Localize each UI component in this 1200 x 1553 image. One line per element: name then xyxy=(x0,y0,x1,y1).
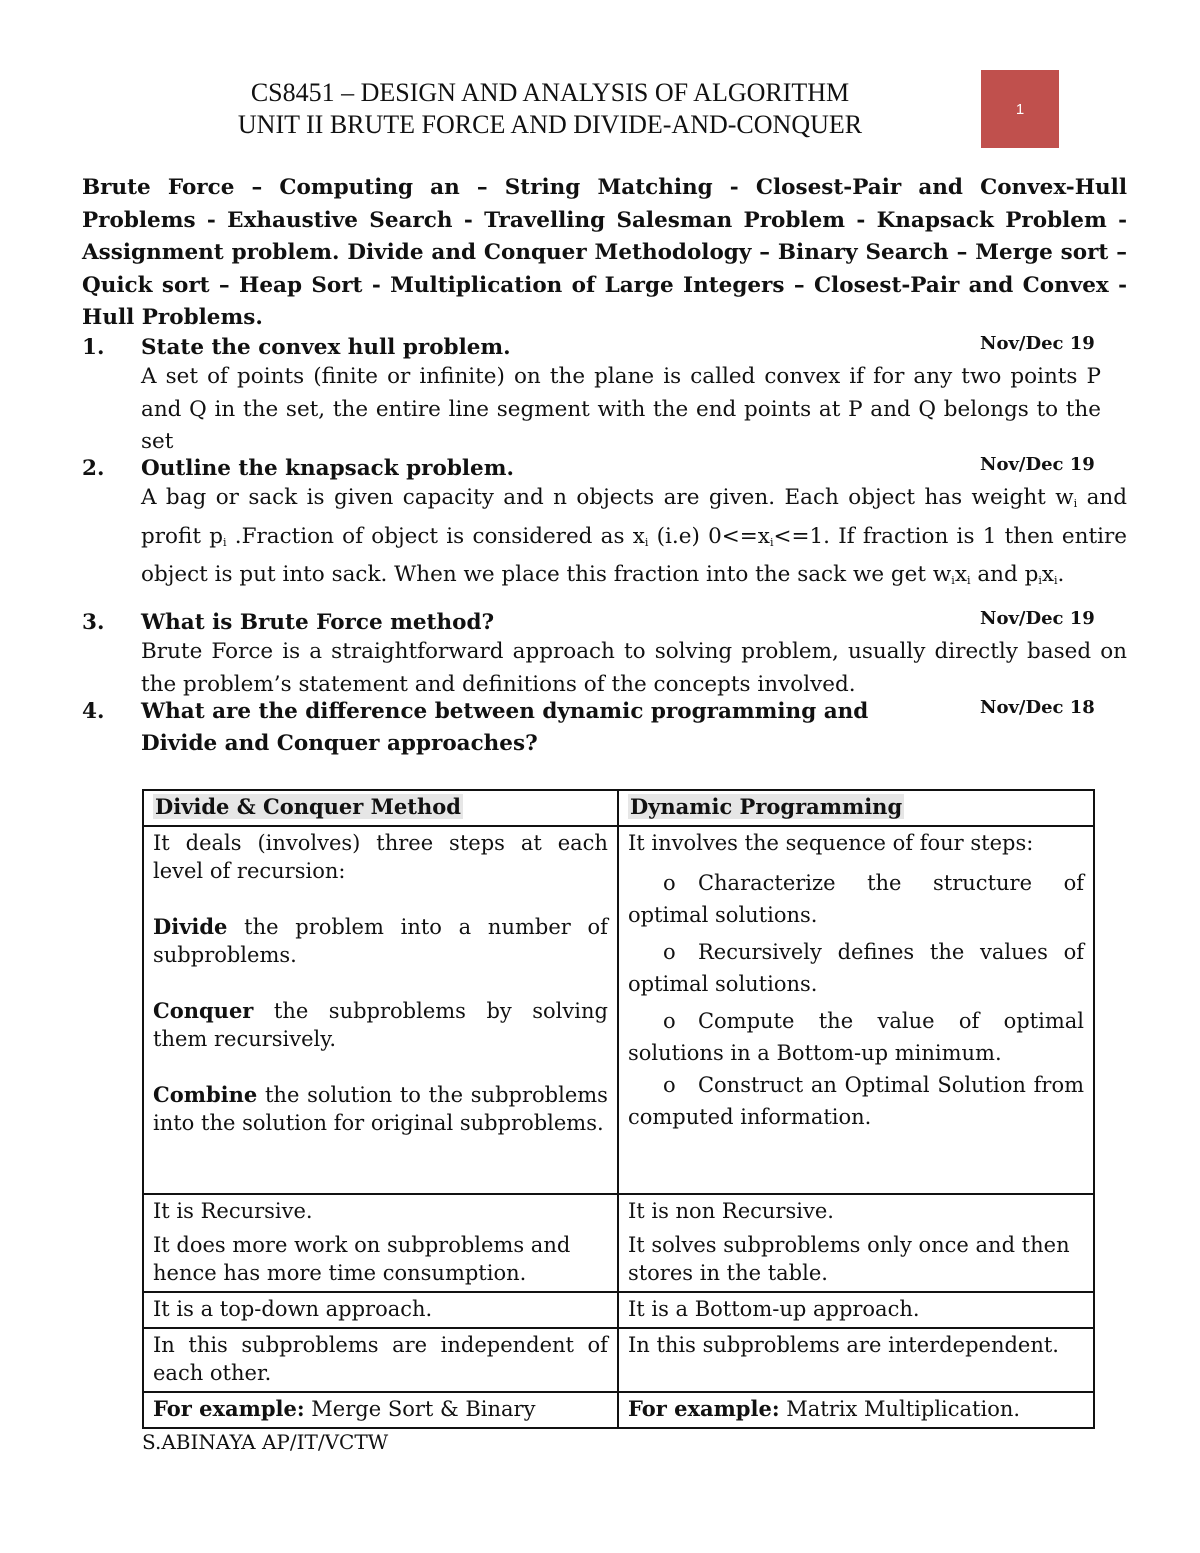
header-title-line1: CS8451 – DESIGN AND ANALYSIS OF ALGORITHM xyxy=(250,78,850,107)
table-cell: In this subproblems are independent of each other. xyxy=(143,1328,618,1392)
question-3-date: Nov/Dec 19 xyxy=(980,608,1095,629)
table-cell: It does more work on subproblems and hence has more time consumption. xyxy=(143,1229,618,1292)
table-row xyxy=(143,1229,1094,1292)
table-row xyxy=(143,1392,1094,1428)
table-row xyxy=(143,1292,1094,1328)
question-3-number: 3. xyxy=(82,610,105,635)
col2-header: Dynamic Programming xyxy=(629,794,903,819)
question-4-number: 4. xyxy=(82,699,105,724)
question-1-number: 1. xyxy=(82,335,105,360)
dp-intro: It involves the sequence of four steps: xyxy=(627,831,1034,855)
question-2-date: Nov/Dec 19 xyxy=(980,454,1095,475)
question-3-answer: Brute Force is a straightforward approach to solving problem, usually directly based on the problem’s statement and definitions of the concepts involved. xyxy=(141,639,1127,697)
dc-conquer-step: Conquer the subproblems by solving them recursively. xyxy=(153,998,608,1051)
question-1-answer: A set of points (finite or infinite) on the plane is called convex if for any two points P and Q in the set, the entire line segment with the end points at P and Q belongs to the set xyxy=(141,364,1101,454)
table-cell: It is non Recursive. xyxy=(618,1194,1094,1229)
page-number-badge: 1 xyxy=(981,70,1059,148)
question-1-text: State the convex hull problem. xyxy=(141,335,511,360)
table-cell: In this subproblems are interdependent. xyxy=(618,1328,1094,1392)
question-4-text-line1: What are the difference between dynamic programming and xyxy=(141,699,869,724)
syllabus-paragraph: Brute Force – Computing an – String Matching - Closest-Pair and Convex-Hull Problems - Exhaustive Search - Travelling Salesman Problem - Knapsack Problem - Assignment problem. Divide and Conquer Methodology – Binary Search – Merge sort – Quick sort – Heap Sort - Multiplication of Large Integers – Closest-Pair and Convex - Hull Problems. xyxy=(82,175,1127,330)
question-2-number: 2. xyxy=(82,456,105,481)
question-4-date: Nov/Dec 18 xyxy=(980,697,1095,718)
table-cell: For example: Matrix Multiplication. xyxy=(618,1392,1094,1428)
table-row xyxy=(143,1328,1094,1392)
header-title-line2: UNIT II BRUTE FORCE AND DIVIDE-AND-CONQUER xyxy=(237,110,863,139)
table-cell: It is a top-down approach. xyxy=(143,1292,618,1328)
dc-intro: It deals (involves) three steps at each level of recursion: xyxy=(153,831,608,883)
comparison-table xyxy=(142,789,1095,1429)
table-cell: For example: Merge Sort & Binary xyxy=(143,1392,618,1428)
table-header-cell xyxy=(618,790,1094,826)
dc-combine-step: Combine the solution to the subproblems into the solution for original subproblems. xyxy=(153,1082,608,1135)
table-header-row xyxy=(143,790,1094,826)
dp-step-item: o Characterize the structure of optimal solutions. xyxy=(627,871,1084,927)
table-row xyxy=(143,1194,1094,1229)
dp-step-item: o Construct an Optimal Solution from computed information. xyxy=(627,1073,1084,1129)
table-cell: It is Recursive. xyxy=(143,1194,618,1229)
col1-header: Divide & Conquer Method xyxy=(155,794,461,819)
footer-author: S.ABINAYA AP/IT/VCTW xyxy=(142,1430,389,1454)
dp-step-item: o Recursively defines the values of optimal solutions. xyxy=(627,940,1084,996)
dc-divide-step: Divide the problem into a number of subproblems. xyxy=(153,914,608,967)
table-cell xyxy=(143,826,618,1194)
question-4-text-line2: Divide and Conquer approaches? xyxy=(141,731,538,756)
table-cell xyxy=(618,826,1094,1194)
table-row xyxy=(143,826,1094,1194)
question-2-text: Outline the knapsack problem. xyxy=(141,456,514,481)
dp-step-item: o Compute the value of optimal solutions in a Bottom-up minimum. xyxy=(627,1009,1084,1065)
question-2-answer: A bag or sack is given capacity and n objects are given. Each object has weight $w_i$ and profit $p_i$ .Fraction of object is considered as $x_i$ (i.e) $0<=x_i<=1$. If fraction is 1 then entire object is put into sack. When we place this fraction into the sack we get $w_ix_i$ and $p_ix_i$. xyxy=(141,485,1127,587)
table-cell: It is a Bottom-up approach. xyxy=(618,1292,1094,1328)
table-header-cell xyxy=(143,790,618,826)
table-cell: It solves subproblems only once and then stores in the table. xyxy=(618,1229,1094,1292)
question-3-text: What is Brute Force method? xyxy=(141,610,495,635)
question-1-date: Nov/Dec 19 xyxy=(980,333,1095,354)
